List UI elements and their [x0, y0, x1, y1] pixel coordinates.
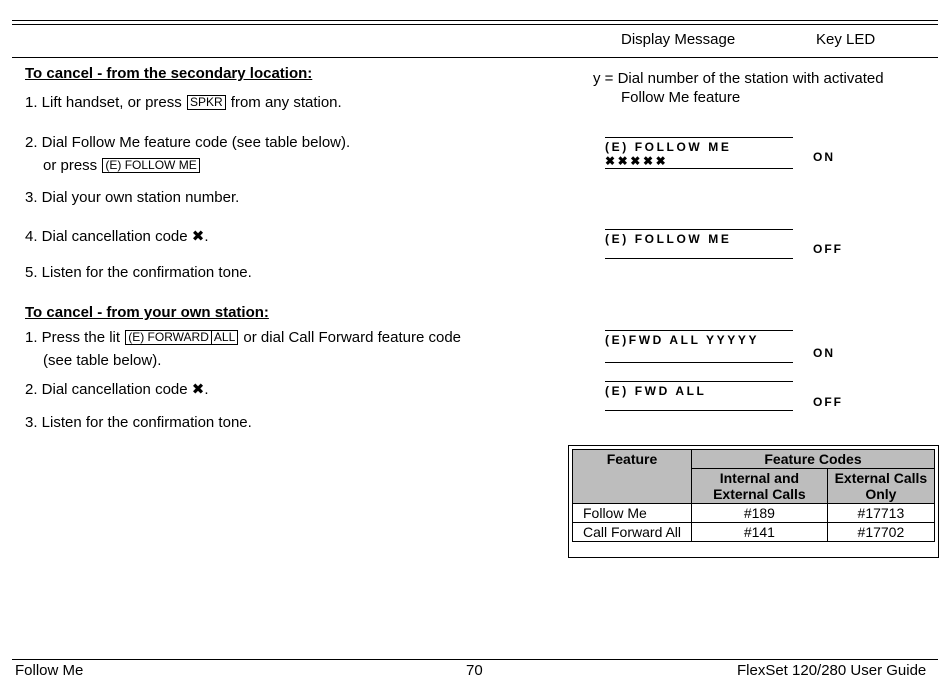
section1-step5: 5. Listen for the confirmation tone. — [25, 264, 252, 281]
step-text: 1. Lift handset, or press — [25, 94, 182, 111]
feature-cell: Follow Me — [573, 504, 692, 523]
section1-step1 — [25, 94, 342, 111]
display-message: (E) FOLLOW ME — [605, 229, 793, 259]
key-label: ALL — [211, 330, 235, 344]
spkr-key: SPKR — [187, 95, 226, 110]
external-only-header: External Calls Only — [827, 469, 934, 504]
led-status: OFF — [813, 395, 843, 409]
key-label: (E) FORWARD — [128, 330, 209, 344]
section2-step3: 3. Listen for the confirmation tone. — [25, 414, 252, 431]
display-message: (E) FOLLOW ME ✖✖✖✖✖ — [605, 137, 793, 169]
section1-title: To cancel - from the secondary location: — [25, 65, 313, 82]
external-code-cell: #17713 — [827, 504, 934, 523]
led-status: ON — [813, 150, 835, 164]
section2-step2: 2. Dial cancellation code ✖. — [25, 381, 209, 398]
follow-me-key: (E) FOLLOW ME — [102, 158, 199, 173]
internal-code-cell: #189 — [692, 504, 828, 523]
top-rule-2 — [12, 24, 938, 25]
footer-right: FlexSet 120/280 User Guide — [737, 662, 927, 679]
display-message: (E) FWD ALL — [605, 381, 793, 411]
key-led-header: Key LED — [816, 31, 876, 48]
feature-header: Feature — [573, 450, 692, 504]
display-message: (E)FWD ALL YYYYY — [605, 330, 793, 363]
led-status: OFF — [813, 242, 843, 256]
footer-rule — [12, 659, 938, 660]
external-code-cell: #17702 — [827, 523, 934, 542]
table-row — [573, 523, 935, 542]
table-row — [573, 504, 935, 523]
top-rule — [12, 20, 938, 21]
step-text: from any station. — [230, 94, 342, 111]
forward-all-key — [125, 330, 238, 345]
section1-step2-alt — [43, 157, 201, 174]
note-line-1: y = Dial number of the station with activated — [593, 70, 884, 87]
section2-title: To cancel - from your own station: — [25, 304, 269, 321]
section1-step4: 4. Dial cancellation code ✖. — [25, 228, 209, 245]
step-text: or press — [43, 157, 98, 174]
led-status: ON — [813, 346, 835, 360]
step-text: or dial Call Forward feature code — [243, 329, 462, 346]
display-message-header: Display Message — [621, 31, 736, 48]
feature-codes-table — [572, 449, 935, 542]
note-line-2: Follow Me feature — [621, 89, 741, 106]
internal-external-header: Internal and External Calls — [692, 469, 828, 504]
internal-code-cell: #141 — [692, 523, 828, 542]
header-rule — [12, 57, 938, 58]
page-number: 70 — [466, 662, 483, 679]
feature-cell: Call Forward All — [573, 523, 692, 542]
step-text: 1. Press the lit — [25, 329, 121, 346]
feature-codes-header: Feature Codes — [692, 450, 935, 469]
section1-step3: 3. Dial your own station number. — [25, 189, 240, 206]
section2-step1-cont: (see table below). — [43, 352, 162, 369]
section1-step2: 2. Dial Follow Me feature code (see table below). — [25, 134, 351, 151]
footer-left: Follow Me — [15, 662, 84, 679]
section2-step1 — [25, 329, 461, 346]
